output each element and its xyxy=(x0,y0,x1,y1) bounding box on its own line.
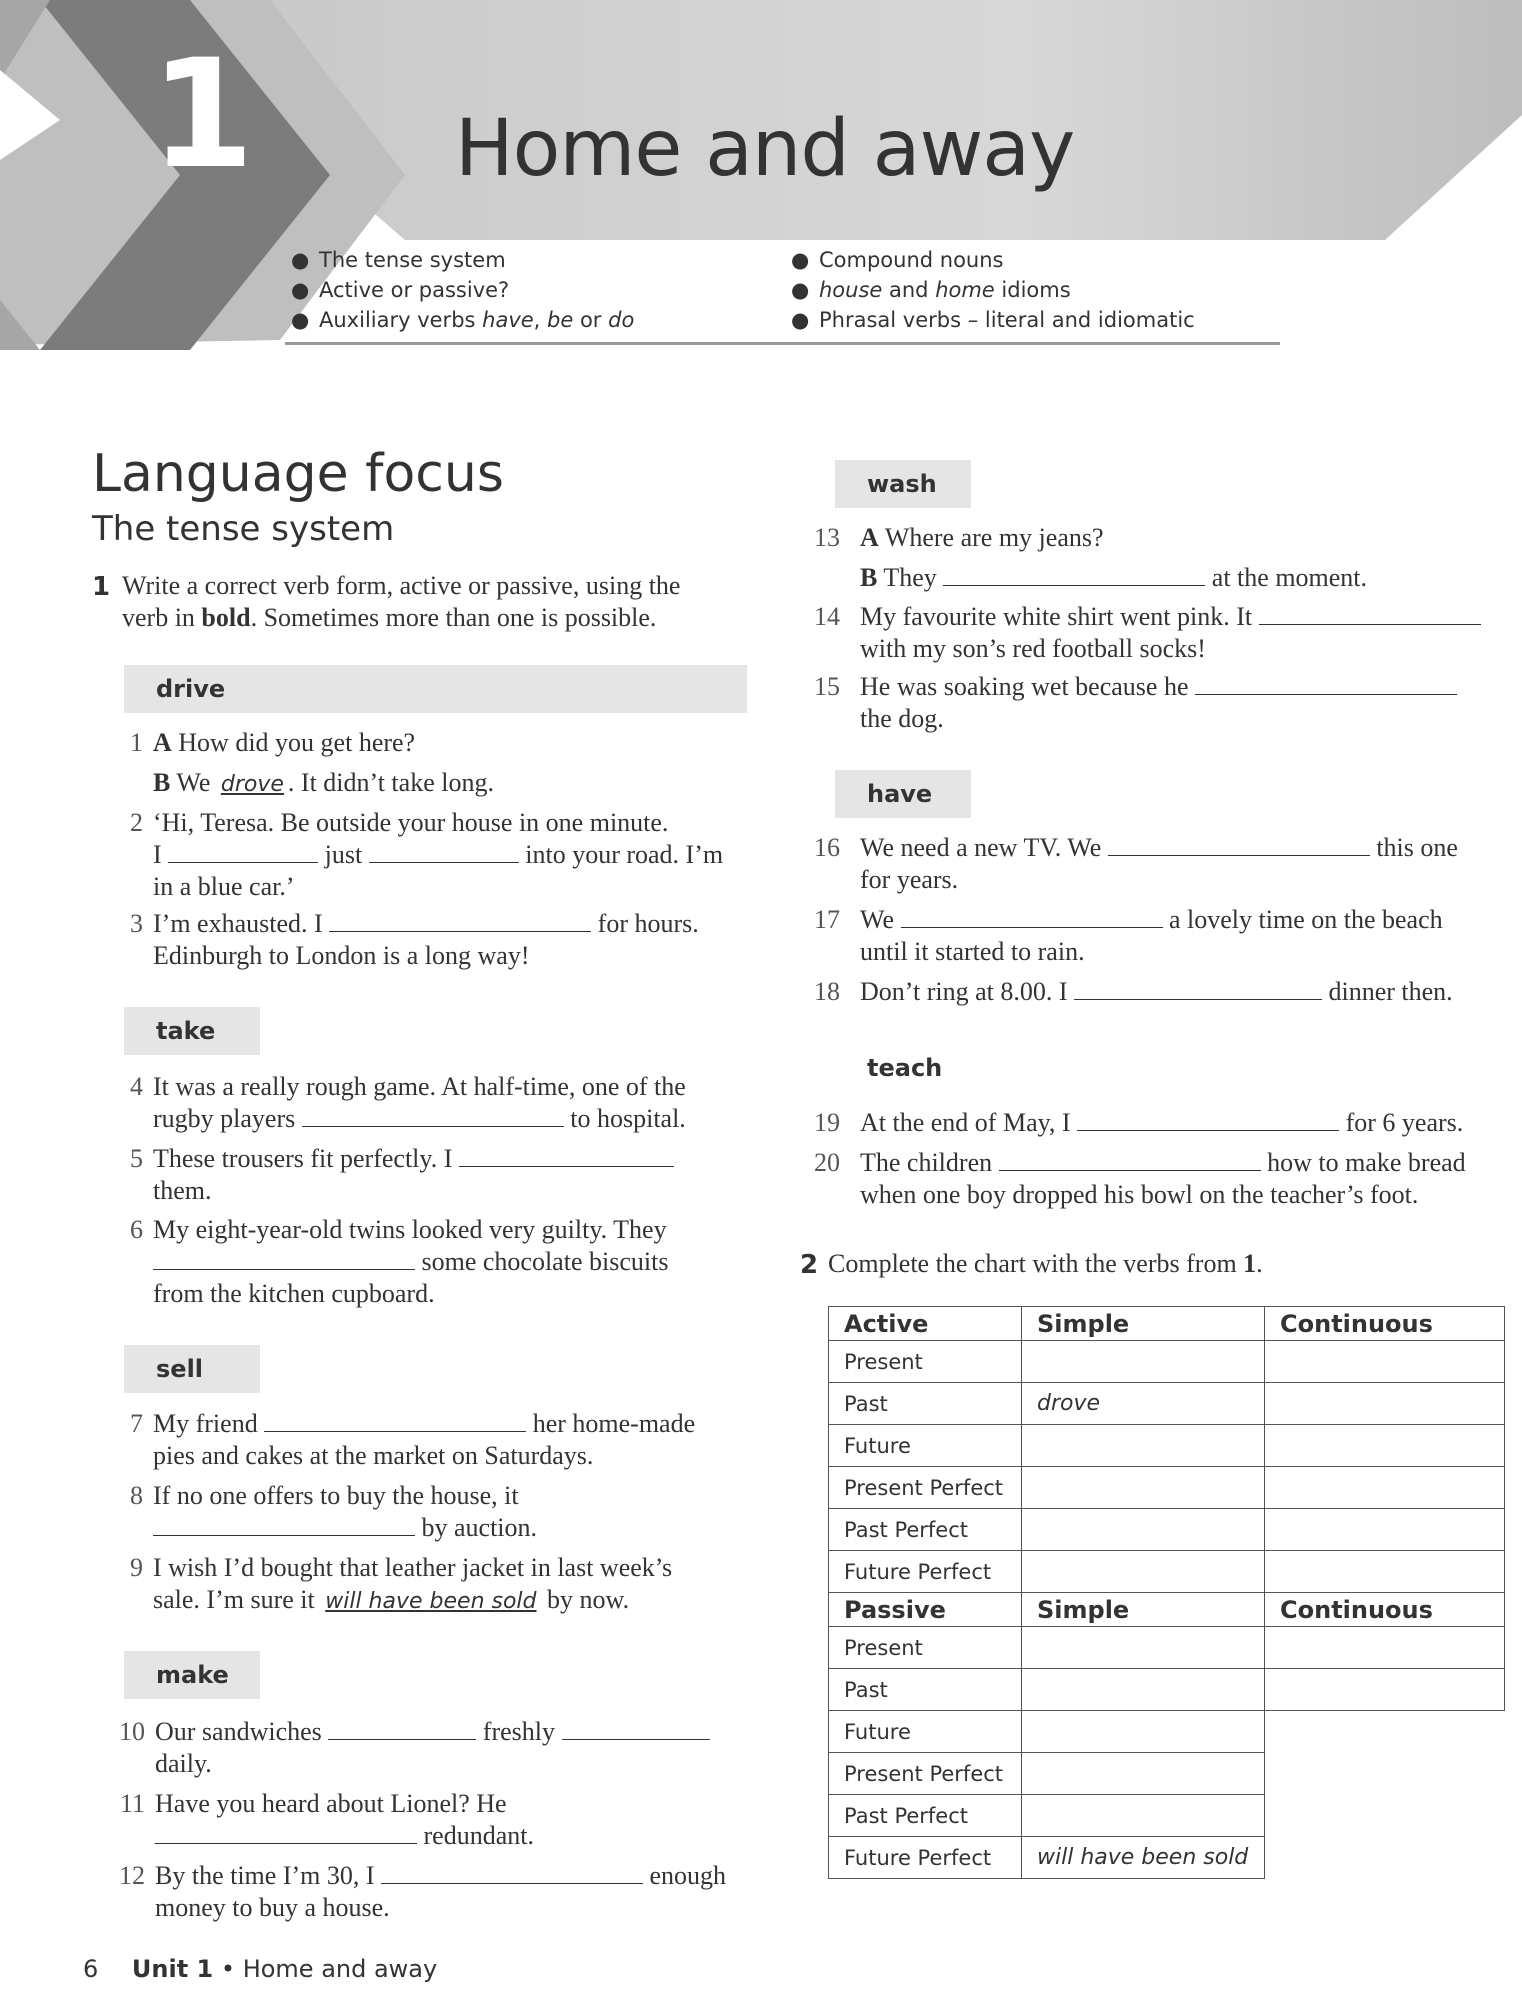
answer-example: will have been sold xyxy=(325,1589,537,1614)
chart-header-passive: Passive Simple Continuous xyxy=(829,1593,1505,1627)
chart-row: Present Perfect xyxy=(829,1753,1505,1795)
answer-blank[interactable] xyxy=(369,840,519,863)
item-5: 5 These trousers fit perfectly. I them. xyxy=(153,1143,753,1207)
verb-header-make: make xyxy=(124,1651,260,1699)
topic-item: ● Active or passive? xyxy=(291,278,510,302)
chart-cell: will have been sold xyxy=(1022,1837,1265,1879)
answer-blank[interactable] xyxy=(1074,977,1322,1000)
answer-blank[interactable] xyxy=(302,1104,564,1127)
chart-cell[interactable] xyxy=(1265,1467,1505,1509)
item-20: 20 The children how to make bread when one boy dropped his bowl on the teacher’s foot. xyxy=(814,1148,1466,1209)
chapter-number: 1 xyxy=(150,28,255,202)
chart-row: Present xyxy=(829,1627,1505,1669)
footer-unit: Unit 1 xyxy=(131,1955,214,1983)
chart-cell[interactable] xyxy=(1022,1711,1265,1753)
item-8: 8 If no one offers to buy the house, it by auction. xyxy=(130,1481,538,1542)
chart-cell[interactable] xyxy=(1265,1425,1505,1467)
item-4: 4 It was a really rough game. At half-time, one of the rugby players to hospital. xyxy=(130,1072,686,1133)
item-17: 17 We a lovely time on the beach until it started to rain. xyxy=(814,905,1443,966)
verb-header-teach: teach xyxy=(867,1054,943,1082)
chart-cell[interactable] xyxy=(1022,1341,1265,1383)
item-6: 6 My eight-year-old twins looked very guilty. They some chocolate biscuits from the kitchen cupboard. xyxy=(130,1215,669,1308)
chart-cell[interactable] xyxy=(1022,1551,1265,1593)
exercise-number: 1 xyxy=(92,572,111,602)
item-16: 16 We need a new TV. We this one for years. xyxy=(814,833,1458,894)
item-15: 15 He was soaking wet because he the dog. xyxy=(860,671,1510,735)
chart-cell[interactable] xyxy=(1265,1383,1505,1425)
chart-row: Future xyxy=(829,1711,1505,1753)
header-divider xyxy=(285,342,1280,345)
page-footer xyxy=(83,1955,437,1983)
chart-cell[interactable] xyxy=(1022,1425,1265,1467)
answer-blank[interactable] xyxy=(459,1144,674,1167)
exercise-instruction: Write a correct verb form, active or passive, using the verb in bold. Sometimes more than one is possible. xyxy=(122,571,681,632)
chart-cell[interactable] xyxy=(1022,1509,1265,1551)
chart-row: Future Perfect xyxy=(829,1551,1505,1593)
verb-header-drive: drive xyxy=(124,665,747,713)
chart-cell[interactable] xyxy=(1265,1551,1505,1593)
chart-cell[interactable] xyxy=(1265,1341,1505,1383)
item-12: 12 By the time I’m 30, I enough money to buy a house. xyxy=(119,1861,727,1922)
answer-blank[interactable] xyxy=(168,840,318,863)
item-10: 10 Our sandwiches freshly daily. xyxy=(155,1716,755,1780)
answer-blank[interactable] xyxy=(1077,1108,1339,1131)
item-9: 9 I wish I’d bought that leather jacket in last week’s sale. I’m sure it will have been sold by now. xyxy=(130,1553,673,1614)
item-14: 14 My favourite white shirt went pink. It with my son’s red football socks! xyxy=(860,601,1510,665)
chart-row: Future xyxy=(829,1425,1505,1467)
tense-chart xyxy=(828,1306,1505,1879)
chart-row: Past xyxy=(829,1669,1505,1711)
topic-item: ● The tense system xyxy=(291,248,506,272)
item-3: 3 I’m exhausted. I for hours. Edinburgh to London is a long way! xyxy=(130,909,699,970)
item-18: 18 Don’t ring at 8.00. I dinner then. xyxy=(814,977,1453,1006)
footer-title: Home and away xyxy=(242,1955,438,1983)
chart-cell[interactable] xyxy=(1265,1669,1505,1711)
verb-header-have: have xyxy=(835,770,971,818)
chart-row: Past Perfect xyxy=(829,1795,1505,1837)
answer-blank[interactable] xyxy=(153,1247,415,1270)
answer-blank[interactable] xyxy=(562,1717,710,1740)
item-1: 1 A How did you get here? B We drove . It didn’t take long. xyxy=(130,728,494,797)
verb-header-sell: sell xyxy=(124,1345,260,1393)
chart-cell[interactable] xyxy=(1022,1467,1265,1509)
page-number: 6 xyxy=(83,1955,99,1983)
chart-row: Present xyxy=(829,1341,1505,1383)
section-title: Language focus xyxy=(92,444,504,504)
chart-cell: drove xyxy=(1022,1383,1265,1425)
verb-header-take: take xyxy=(124,1007,260,1055)
answer-blank[interactable] xyxy=(901,905,1163,928)
chart-row: Future Perfect will have been sold xyxy=(829,1837,1505,1879)
chart-cell[interactable] xyxy=(1022,1795,1265,1837)
topic-item: ● house and home idioms xyxy=(791,278,1071,302)
section-subtitle: The tense system xyxy=(92,509,395,549)
answer-blank[interactable] xyxy=(1108,833,1370,856)
topic-item: ● Auxiliary verbs have, be or do xyxy=(291,308,635,332)
answer-blank[interactable] xyxy=(264,1409,526,1432)
answer-blank[interactable] xyxy=(329,909,591,932)
topic-item: ● Phrasal verbs – literal and idiomatic xyxy=(791,308,1195,332)
topic-item: ● Compound nouns xyxy=(791,248,1004,272)
answer-blank[interactable] xyxy=(1195,672,1457,695)
chart-cell[interactable] xyxy=(1022,1753,1265,1795)
item-2: 2 ‘Hi, Teresa. Be outside your house in one minute. I just into your road. I’m in a blue car.’ xyxy=(130,808,724,901)
answer-blank[interactable] xyxy=(1259,602,1481,625)
answer-blank[interactable] xyxy=(999,1148,1261,1171)
answer-blank[interactable] xyxy=(153,1513,415,1536)
topic-list-left xyxy=(285,245,634,335)
chart-header-active: Active Simple Continuous xyxy=(829,1307,1505,1341)
item-19: 19 At the end of May, I for 6 years. xyxy=(814,1108,1464,1137)
topic-list-right xyxy=(785,245,1195,335)
answer-example: drove xyxy=(220,772,284,797)
chart-cell[interactable] xyxy=(1022,1669,1265,1711)
chart-cell[interactable] xyxy=(1265,1509,1505,1551)
exercise-number: 2 xyxy=(800,1250,819,1280)
exercise-instruction: Complete the chart with the verbs from 1. xyxy=(828,1249,1263,1278)
chart-row: Past Perfect xyxy=(829,1509,1505,1551)
item-11: 11 Have you heard about Lionel? He redundant. xyxy=(119,1789,534,1850)
chart-cell[interactable] xyxy=(1022,1627,1265,1669)
footer-separator: • xyxy=(220,1955,236,1983)
chapter-title: Home and away xyxy=(455,104,1075,194)
answer-blank[interactable] xyxy=(381,1861,643,1884)
item-13: 13 A Where are my jeans? B They at the moment. xyxy=(814,523,1368,592)
chart-row: Past drove xyxy=(829,1383,1505,1425)
answer-blank[interactable] xyxy=(328,1717,476,1740)
answer-blank[interactable] xyxy=(943,563,1205,586)
chart-cell[interactable] xyxy=(1265,1627,1505,1669)
answer-blank[interactable] xyxy=(155,1821,417,1844)
item-7: 7 My friend her home-made pies and cakes at the market on Saturdays. xyxy=(130,1409,696,1470)
verb-header-wash: wash xyxy=(835,460,971,508)
chart-row: Present Perfect xyxy=(829,1467,1505,1509)
